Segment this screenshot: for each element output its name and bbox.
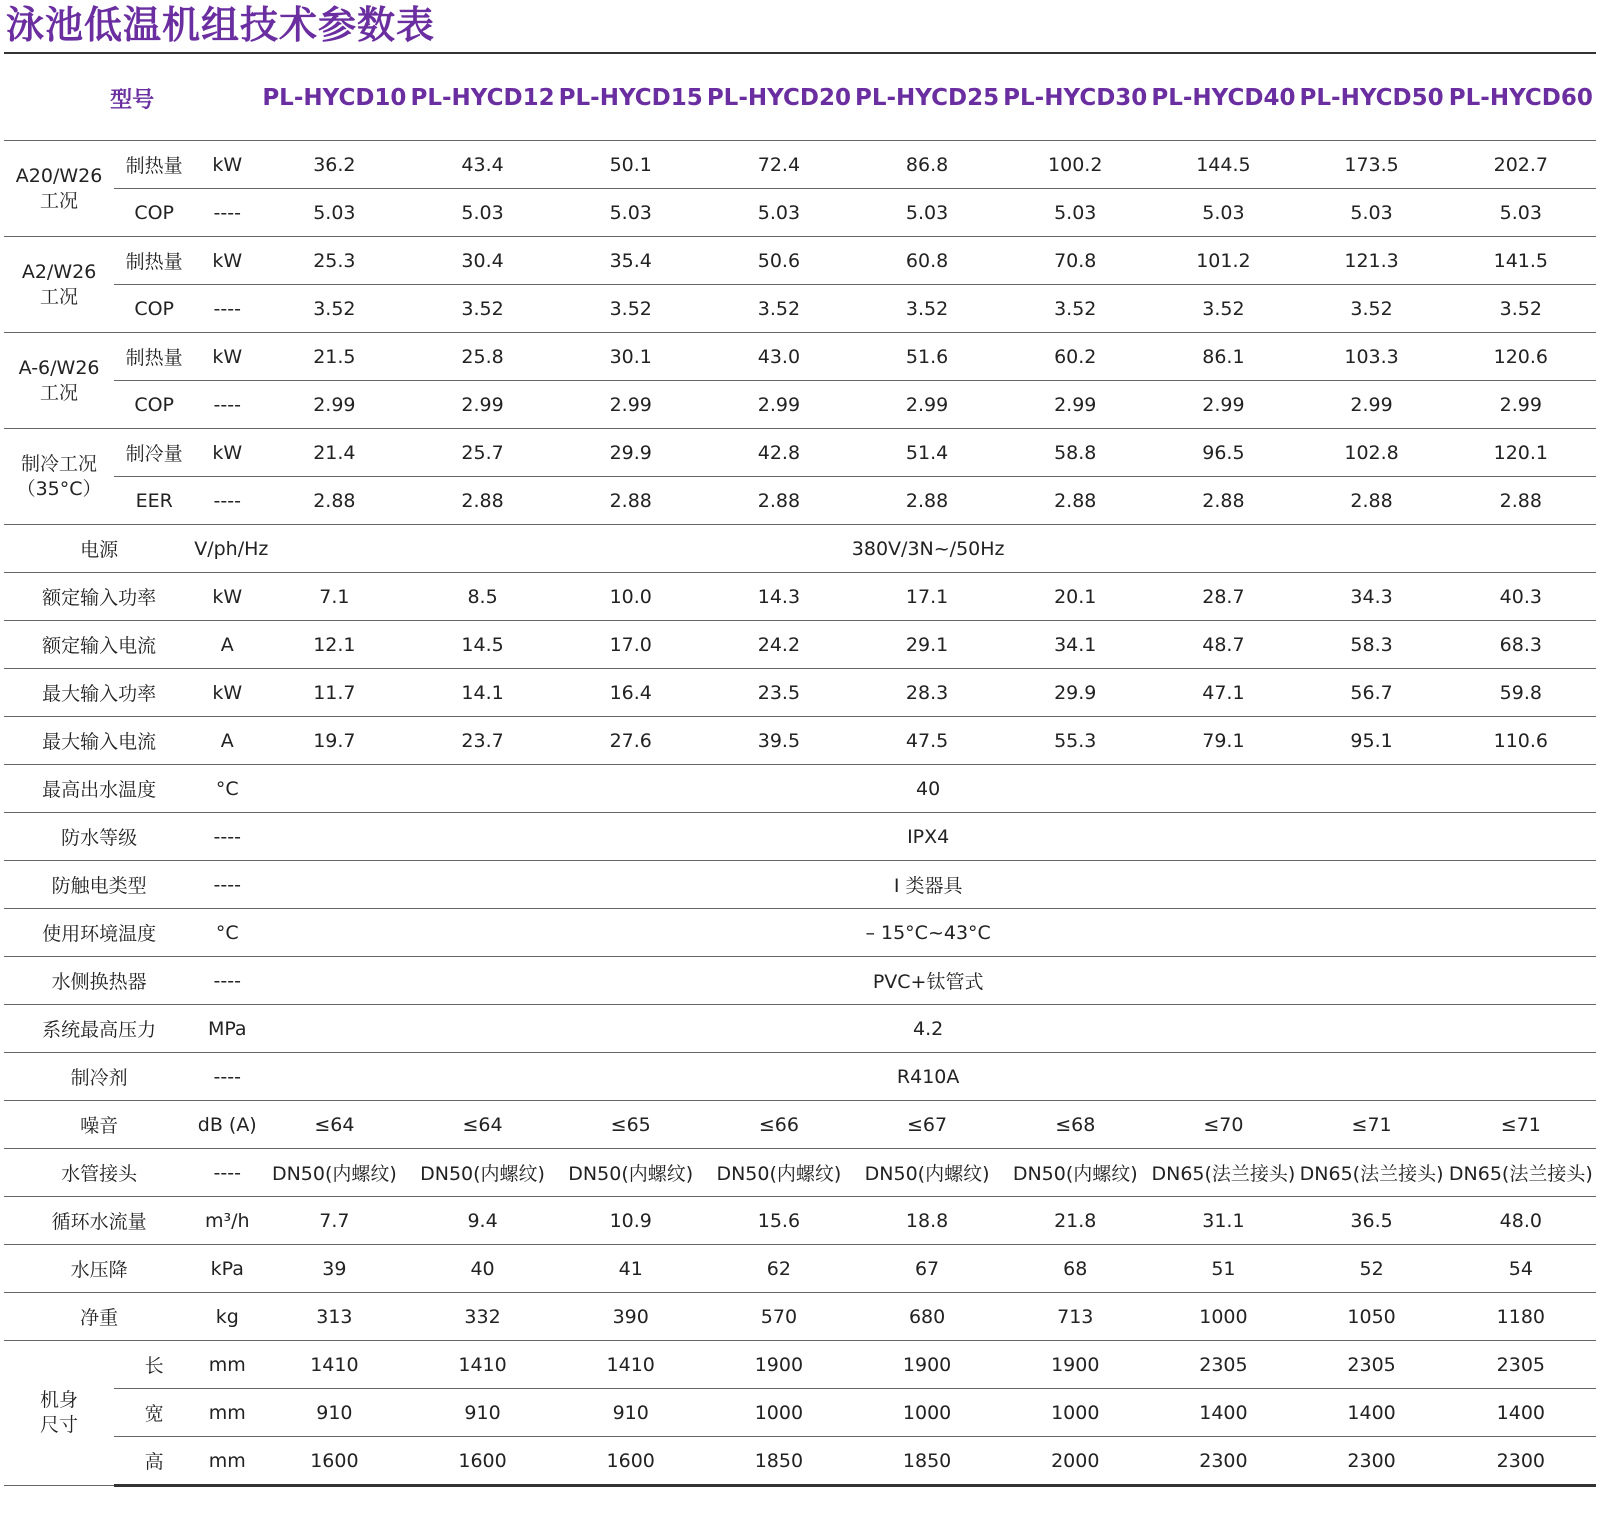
table-row bbox=[4, 1101, 1596, 1149]
row-unit: kW bbox=[194, 333, 260, 381]
value-cell: 31.1 bbox=[1149, 1197, 1297, 1245]
value-cell: 21.8 bbox=[1001, 1197, 1149, 1245]
value-cell: 28.7 bbox=[1149, 573, 1297, 621]
span-value-cell: 380V/3N~/50Hz bbox=[260, 525, 1596, 573]
value-cell: 41 bbox=[557, 1245, 705, 1293]
value-cell: DN50(内螺纹) bbox=[1001, 1149, 1149, 1197]
value-cell: 48.0 bbox=[1446, 1197, 1596, 1245]
value-cell: 1850 bbox=[705, 1437, 853, 1486]
span-value-cell: 4.2 bbox=[260, 1005, 1596, 1053]
value-cell: 42.8 bbox=[705, 429, 853, 477]
value-cell: 10.0 bbox=[557, 573, 705, 621]
row-unit: ---- bbox=[194, 957, 260, 1005]
table-row bbox=[4, 141, 1596, 189]
value-cell: 62 bbox=[705, 1245, 853, 1293]
value-cell: 1900 bbox=[705, 1341, 853, 1389]
value-cell: 1600 bbox=[260, 1437, 408, 1486]
value-cell: 20.1 bbox=[1001, 573, 1149, 621]
table-row bbox=[4, 525, 1596, 573]
value-cell: 10.9 bbox=[557, 1197, 705, 1245]
value-cell: 121.3 bbox=[1298, 237, 1446, 285]
row-label: 防触电类型 bbox=[4, 861, 194, 909]
value-cell: 35.4 bbox=[557, 237, 705, 285]
value-cell: 29.9 bbox=[1001, 669, 1149, 717]
value-cell: 60.2 bbox=[1001, 333, 1149, 381]
value-cell: 36.5 bbox=[1298, 1197, 1446, 1245]
value-cell: 36.2 bbox=[260, 141, 408, 189]
value-cell: 2.88 bbox=[1001, 477, 1149, 525]
value-cell: 910 bbox=[260, 1389, 408, 1437]
row-sublabel: EER bbox=[114, 477, 194, 525]
span-value-cell: PVC+钛管式 bbox=[260, 957, 1596, 1005]
model-name: PL-HYCD40 bbox=[1149, 56, 1297, 141]
value-cell: 23.5 bbox=[705, 669, 853, 717]
table-row bbox=[4, 669, 1596, 717]
row-sublabel: 制冷量 bbox=[114, 429, 194, 477]
value-cell: 3.52 bbox=[1149, 285, 1297, 333]
value-cell: 2000 bbox=[1001, 1437, 1149, 1486]
row-label: 额定输入电流 bbox=[4, 621, 194, 669]
span-value-cell: – 15°C~43°C bbox=[260, 909, 1596, 957]
value-cell: 2.88 bbox=[853, 477, 1001, 525]
value-cell: 2.99 bbox=[1298, 381, 1446, 429]
value-cell: 5.03 bbox=[1149, 189, 1297, 237]
row-unit: dB (A) bbox=[194, 1101, 260, 1149]
row-unit: ---- bbox=[194, 1053, 260, 1101]
row-sublabel: 宽 bbox=[114, 1389, 194, 1437]
value-cell: 313 bbox=[260, 1293, 408, 1341]
row-unit: ---- bbox=[194, 1149, 260, 1197]
table-row bbox=[4, 717, 1596, 765]
value-cell: 48.7 bbox=[1149, 621, 1297, 669]
value-cell: 54 bbox=[1446, 1245, 1596, 1293]
value-cell: 50.6 bbox=[705, 237, 853, 285]
row-label: 净重 bbox=[4, 1293, 194, 1341]
row-sublabel: 制热量 bbox=[114, 237, 194, 285]
row-unit: kPa bbox=[194, 1245, 260, 1293]
value-cell: ≤64 bbox=[260, 1101, 408, 1149]
table-row bbox=[4, 477, 1596, 525]
row-sublabel: COP bbox=[114, 381, 194, 429]
row-label: 额定输入功率 bbox=[4, 573, 194, 621]
value-cell: 55.3 bbox=[1001, 717, 1149, 765]
value-cell: 1900 bbox=[853, 1341, 1001, 1389]
row-label: 使用环境温度 bbox=[4, 909, 194, 957]
value-cell: 3.52 bbox=[557, 285, 705, 333]
value-cell: 60.8 bbox=[853, 237, 1001, 285]
table-row bbox=[4, 909, 1596, 957]
model-name: PL-HYCD25 bbox=[853, 56, 1001, 141]
row-unit: MPa bbox=[194, 1005, 260, 1053]
value-cell: 96.5 bbox=[1149, 429, 1297, 477]
model-name: PL-HYCD12 bbox=[408, 56, 556, 141]
value-cell: 910 bbox=[408, 1389, 556, 1437]
value-cell: DN50(内螺纹) bbox=[705, 1149, 853, 1197]
span-value-cell: I 类器具 bbox=[260, 861, 1596, 909]
row-sublabel: 高 bbox=[114, 1437, 194, 1486]
row-label: 制冷剂 bbox=[4, 1053, 194, 1101]
table-row bbox=[4, 285, 1596, 333]
group-label: A2/W26 工况 bbox=[4, 237, 114, 333]
value-cell: 5.03 bbox=[557, 189, 705, 237]
value-cell: 2.99 bbox=[260, 381, 408, 429]
table-row bbox=[4, 1293, 1596, 1341]
value-cell: 47.5 bbox=[853, 717, 1001, 765]
value-cell: 1400 bbox=[1149, 1389, 1297, 1437]
value-cell: 5.03 bbox=[1446, 189, 1596, 237]
table-row bbox=[4, 237, 1596, 285]
value-cell: 34.1 bbox=[1001, 621, 1149, 669]
value-cell: 2300 bbox=[1149, 1437, 1297, 1486]
table-row bbox=[4, 861, 1596, 909]
table-row bbox=[4, 1005, 1596, 1053]
row-sublabel: 制热量 bbox=[114, 333, 194, 381]
value-cell: 29.1 bbox=[853, 621, 1001, 669]
value-cell: 2305 bbox=[1298, 1341, 1446, 1389]
span-value-cell: 40 bbox=[260, 765, 1596, 813]
header-row bbox=[4, 56, 1596, 141]
table-row bbox=[4, 1245, 1596, 1293]
value-cell: 3.52 bbox=[408, 285, 556, 333]
value-cell: 101.2 bbox=[1149, 237, 1297, 285]
value-cell: DN50(内螺纹) bbox=[557, 1149, 705, 1197]
value-cell: 1400 bbox=[1446, 1389, 1596, 1437]
row-unit: A bbox=[194, 717, 260, 765]
value-cell: 95.1 bbox=[1298, 717, 1446, 765]
row-unit: kW bbox=[194, 237, 260, 285]
model-label: 型号 bbox=[4, 56, 260, 141]
value-cell: 52 bbox=[1298, 1245, 1446, 1293]
value-cell: 2.88 bbox=[408, 477, 556, 525]
value-cell: 14.1 bbox=[408, 669, 556, 717]
value-cell: 2.99 bbox=[1149, 381, 1297, 429]
table-row bbox=[4, 957, 1596, 1005]
value-cell: 2.99 bbox=[853, 381, 1001, 429]
row-unit: mm bbox=[194, 1341, 260, 1389]
value-cell: ≤71 bbox=[1446, 1101, 1596, 1149]
value-cell: 40.3 bbox=[1446, 573, 1596, 621]
value-cell: 1000 bbox=[705, 1389, 853, 1437]
value-cell: 58.8 bbox=[1001, 429, 1149, 477]
table-row bbox=[4, 573, 1596, 621]
value-cell: 1410 bbox=[260, 1341, 408, 1389]
row-label: 循环水流量 bbox=[4, 1197, 194, 1245]
row-unit: m³/h bbox=[194, 1197, 260, 1245]
value-cell: 120.1 bbox=[1446, 429, 1596, 477]
group-label: A-6/W26 工况 bbox=[4, 333, 114, 429]
value-cell: DN50(内螺纹) bbox=[260, 1149, 408, 1197]
model-name: PL-HYCD10 bbox=[260, 56, 408, 141]
table-row bbox=[4, 381, 1596, 429]
value-cell: 30.1 bbox=[557, 333, 705, 381]
table-row bbox=[4, 1149, 1596, 1197]
value-cell: 570 bbox=[705, 1293, 853, 1341]
value-cell: 680 bbox=[853, 1293, 1001, 1341]
value-cell: 173.5 bbox=[1298, 141, 1446, 189]
value-cell: 2305 bbox=[1446, 1341, 1596, 1389]
value-cell: 2.88 bbox=[557, 477, 705, 525]
row-unit: kW bbox=[194, 141, 260, 189]
value-cell: 2305 bbox=[1149, 1341, 1297, 1389]
value-cell: 2.88 bbox=[260, 477, 408, 525]
value-cell: 102.8 bbox=[1298, 429, 1446, 477]
value-cell: 3.52 bbox=[1298, 285, 1446, 333]
value-cell: 141.5 bbox=[1446, 237, 1596, 285]
value-cell: 21.4 bbox=[260, 429, 408, 477]
row-label: 最大输入功率 bbox=[4, 669, 194, 717]
value-cell: 1410 bbox=[557, 1341, 705, 1389]
value-cell: 17.0 bbox=[557, 621, 705, 669]
value-cell: 21.5 bbox=[260, 333, 408, 381]
row-unit: A bbox=[194, 621, 260, 669]
value-cell: 1400 bbox=[1298, 1389, 1446, 1437]
value-cell: 3.52 bbox=[1001, 285, 1149, 333]
row-unit: ---- bbox=[194, 285, 260, 333]
value-cell: 86.1 bbox=[1149, 333, 1297, 381]
value-cell: 3.52 bbox=[705, 285, 853, 333]
value-cell: 390 bbox=[557, 1293, 705, 1341]
row-label: 最大输入电流 bbox=[4, 717, 194, 765]
value-cell: 332 bbox=[408, 1293, 556, 1341]
value-cell: ≤64 bbox=[408, 1101, 556, 1149]
row-label: 水侧换热器 bbox=[4, 957, 194, 1005]
value-cell: ≤70 bbox=[1149, 1101, 1297, 1149]
row-unit: ---- bbox=[194, 381, 260, 429]
row-unit: ---- bbox=[194, 813, 260, 861]
value-cell: ≤66 bbox=[705, 1101, 853, 1149]
value-cell: 16.4 bbox=[557, 669, 705, 717]
spec-table bbox=[4, 56, 1596, 1487]
value-cell: 1600 bbox=[557, 1437, 705, 1486]
value-cell: 39.5 bbox=[705, 717, 853, 765]
group-label: 机身 尺寸 bbox=[4, 1341, 114, 1486]
value-cell: ≤65 bbox=[557, 1101, 705, 1149]
value-cell: 25.3 bbox=[260, 237, 408, 285]
row-label: 防水等级 bbox=[4, 813, 194, 861]
value-cell: 2.88 bbox=[705, 477, 853, 525]
value-cell: 25.7 bbox=[408, 429, 556, 477]
value-cell: 51.6 bbox=[853, 333, 1001, 381]
model-name: PL-HYCD15 bbox=[557, 56, 705, 141]
page-title: 泳池低温机组技术参数表 bbox=[6, 3, 436, 47]
value-cell: ≤68 bbox=[1001, 1101, 1149, 1149]
value-cell: DN50(内螺纹) bbox=[853, 1149, 1001, 1197]
row-label: 最高出水温度 bbox=[4, 765, 194, 813]
model-name: PL-HYCD50 bbox=[1298, 56, 1446, 141]
value-cell: 1000 bbox=[1001, 1389, 1149, 1437]
model-name: PL-HYCD20 bbox=[705, 56, 853, 141]
value-cell: 23.7 bbox=[408, 717, 556, 765]
value-cell: 68.3 bbox=[1446, 621, 1596, 669]
value-cell: DN50(内螺纹) bbox=[408, 1149, 556, 1197]
value-cell: 24.2 bbox=[705, 621, 853, 669]
table-row bbox=[4, 765, 1596, 813]
value-cell: 50.1 bbox=[557, 141, 705, 189]
row-unit: kW bbox=[194, 669, 260, 717]
value-cell: 1180 bbox=[1446, 1293, 1596, 1341]
row-unit: ---- bbox=[194, 861, 260, 909]
value-cell: 713 bbox=[1001, 1293, 1149, 1341]
value-cell: 14.3 bbox=[705, 573, 853, 621]
value-cell: 15.6 bbox=[705, 1197, 853, 1245]
value-cell: 30.4 bbox=[408, 237, 556, 285]
value-cell: DN65(法兰接头) bbox=[1298, 1149, 1446, 1197]
value-cell: 1050 bbox=[1298, 1293, 1446, 1341]
value-cell: 7.7 bbox=[260, 1197, 408, 1245]
row-unit: ---- bbox=[194, 477, 260, 525]
value-cell: 29.9 bbox=[557, 429, 705, 477]
table-row bbox=[4, 1197, 1596, 1245]
row-unit: kW bbox=[194, 573, 260, 621]
value-cell: 34.3 bbox=[1298, 573, 1446, 621]
value-cell: 5.03 bbox=[853, 189, 1001, 237]
value-cell: 39 bbox=[260, 1245, 408, 1293]
value-cell: 2.88 bbox=[1446, 477, 1596, 525]
row-unit: mm bbox=[194, 1389, 260, 1437]
value-cell: 11.7 bbox=[260, 669, 408, 717]
model-name: PL-HYCD60 bbox=[1446, 56, 1596, 141]
value-cell: DN65(法兰接头) bbox=[1149, 1149, 1297, 1197]
value-cell: DN65(法兰接头) bbox=[1446, 1149, 1596, 1197]
value-cell: 72.4 bbox=[705, 141, 853, 189]
value-cell: 2.99 bbox=[557, 381, 705, 429]
value-cell: 2.88 bbox=[1149, 477, 1297, 525]
value-cell: 910 bbox=[557, 1389, 705, 1437]
value-cell: 202.7 bbox=[1446, 141, 1596, 189]
value-cell: 1000 bbox=[1149, 1293, 1297, 1341]
value-cell: 27.6 bbox=[557, 717, 705, 765]
value-cell: 12.1 bbox=[260, 621, 408, 669]
value-cell: ≤71 bbox=[1298, 1101, 1446, 1149]
value-cell: 7.1 bbox=[260, 573, 408, 621]
value-cell: 51 bbox=[1149, 1245, 1297, 1293]
value-cell: 3.52 bbox=[853, 285, 1001, 333]
row-unit: ---- bbox=[194, 189, 260, 237]
value-cell: 2.99 bbox=[705, 381, 853, 429]
title-divider bbox=[4, 52, 1596, 54]
value-cell: 5.03 bbox=[408, 189, 556, 237]
value-cell: 110.6 bbox=[1446, 717, 1596, 765]
value-cell: 120.6 bbox=[1446, 333, 1596, 381]
value-cell: 2300 bbox=[1298, 1437, 1446, 1486]
value-cell: 43.4 bbox=[408, 141, 556, 189]
span-value-cell: R410A bbox=[260, 1053, 1596, 1101]
row-unit: kW bbox=[194, 429, 260, 477]
value-cell: 5.03 bbox=[705, 189, 853, 237]
value-cell: ≤67 bbox=[853, 1101, 1001, 1149]
row-sublabel: 制热量 bbox=[114, 141, 194, 189]
row-unit: °C bbox=[194, 909, 260, 957]
row-label: 噪音 bbox=[4, 1101, 194, 1149]
value-cell: 68 bbox=[1001, 1245, 1149, 1293]
table-row bbox=[4, 189, 1596, 237]
value-cell: 14.5 bbox=[408, 621, 556, 669]
row-label: 水管接头 bbox=[4, 1149, 194, 1197]
row-unit: °C bbox=[194, 765, 260, 813]
value-cell: 5.03 bbox=[1001, 189, 1149, 237]
value-cell: 2.99 bbox=[1001, 381, 1149, 429]
value-cell: 100.2 bbox=[1001, 141, 1149, 189]
value-cell: 2.88 bbox=[1298, 477, 1446, 525]
value-cell: 2.99 bbox=[408, 381, 556, 429]
value-cell: 28.3 bbox=[853, 669, 1001, 717]
value-cell: 51.4 bbox=[853, 429, 1001, 477]
value-cell: 144.5 bbox=[1149, 141, 1297, 189]
value-cell: 1850 bbox=[853, 1437, 1001, 1486]
value-cell: 3.52 bbox=[260, 285, 408, 333]
value-cell: 5.03 bbox=[260, 189, 408, 237]
value-cell: 2.99 bbox=[1446, 381, 1596, 429]
row-sublabel: COP bbox=[114, 285, 194, 333]
value-cell: 2300 bbox=[1446, 1437, 1596, 1486]
table-row bbox=[4, 1341, 1596, 1389]
model-name: PL-HYCD30 bbox=[1001, 56, 1149, 141]
row-sublabel: 长 bbox=[114, 1341, 194, 1389]
value-cell: 103.3 bbox=[1298, 333, 1446, 381]
table-row bbox=[4, 813, 1596, 861]
value-cell: 58.3 bbox=[1298, 621, 1446, 669]
value-cell: 19.7 bbox=[260, 717, 408, 765]
value-cell: 1900 bbox=[1001, 1341, 1149, 1389]
table-row bbox=[4, 1437, 1596, 1486]
value-cell: 43.0 bbox=[705, 333, 853, 381]
span-value-cell: IPX4 bbox=[260, 813, 1596, 861]
value-cell: 40 bbox=[408, 1245, 556, 1293]
value-cell: 8.5 bbox=[408, 573, 556, 621]
value-cell: 70.8 bbox=[1001, 237, 1149, 285]
value-cell: 86.8 bbox=[853, 141, 1001, 189]
value-cell: 5.03 bbox=[1298, 189, 1446, 237]
table-row bbox=[4, 429, 1596, 477]
row-label: 系统最高压力 bbox=[4, 1005, 194, 1053]
value-cell: 9.4 bbox=[408, 1197, 556, 1245]
row-label: 电源 bbox=[4, 525, 194, 573]
value-cell: 3.52 bbox=[1446, 285, 1596, 333]
value-cell: 67 bbox=[853, 1245, 1001, 1293]
row-unit: mm bbox=[194, 1437, 260, 1486]
table-row bbox=[4, 1389, 1596, 1437]
row-unit: kg bbox=[194, 1293, 260, 1341]
value-cell: 1000 bbox=[853, 1389, 1001, 1437]
value-cell: 18.8 bbox=[853, 1197, 1001, 1245]
table-row bbox=[4, 1053, 1596, 1101]
table-row bbox=[4, 621, 1596, 669]
group-label: A20/W26 工况 bbox=[4, 141, 114, 237]
group-label: 制冷工况 （35°C） bbox=[4, 429, 114, 525]
value-cell: 17.1 bbox=[853, 573, 1001, 621]
value-cell: 1410 bbox=[408, 1341, 556, 1389]
row-sublabel: COP bbox=[114, 189, 194, 237]
table-row bbox=[4, 333, 1596, 381]
value-cell: 79.1 bbox=[1149, 717, 1297, 765]
value-cell: 1600 bbox=[408, 1437, 556, 1486]
value-cell: 59.8 bbox=[1446, 669, 1596, 717]
row-label: 水压降 bbox=[4, 1245, 194, 1293]
value-cell: 56.7 bbox=[1298, 669, 1446, 717]
value-cell: 25.8 bbox=[408, 333, 556, 381]
value-cell: 47.1 bbox=[1149, 669, 1297, 717]
row-unit: V/ph/Hz bbox=[194, 525, 260, 573]
